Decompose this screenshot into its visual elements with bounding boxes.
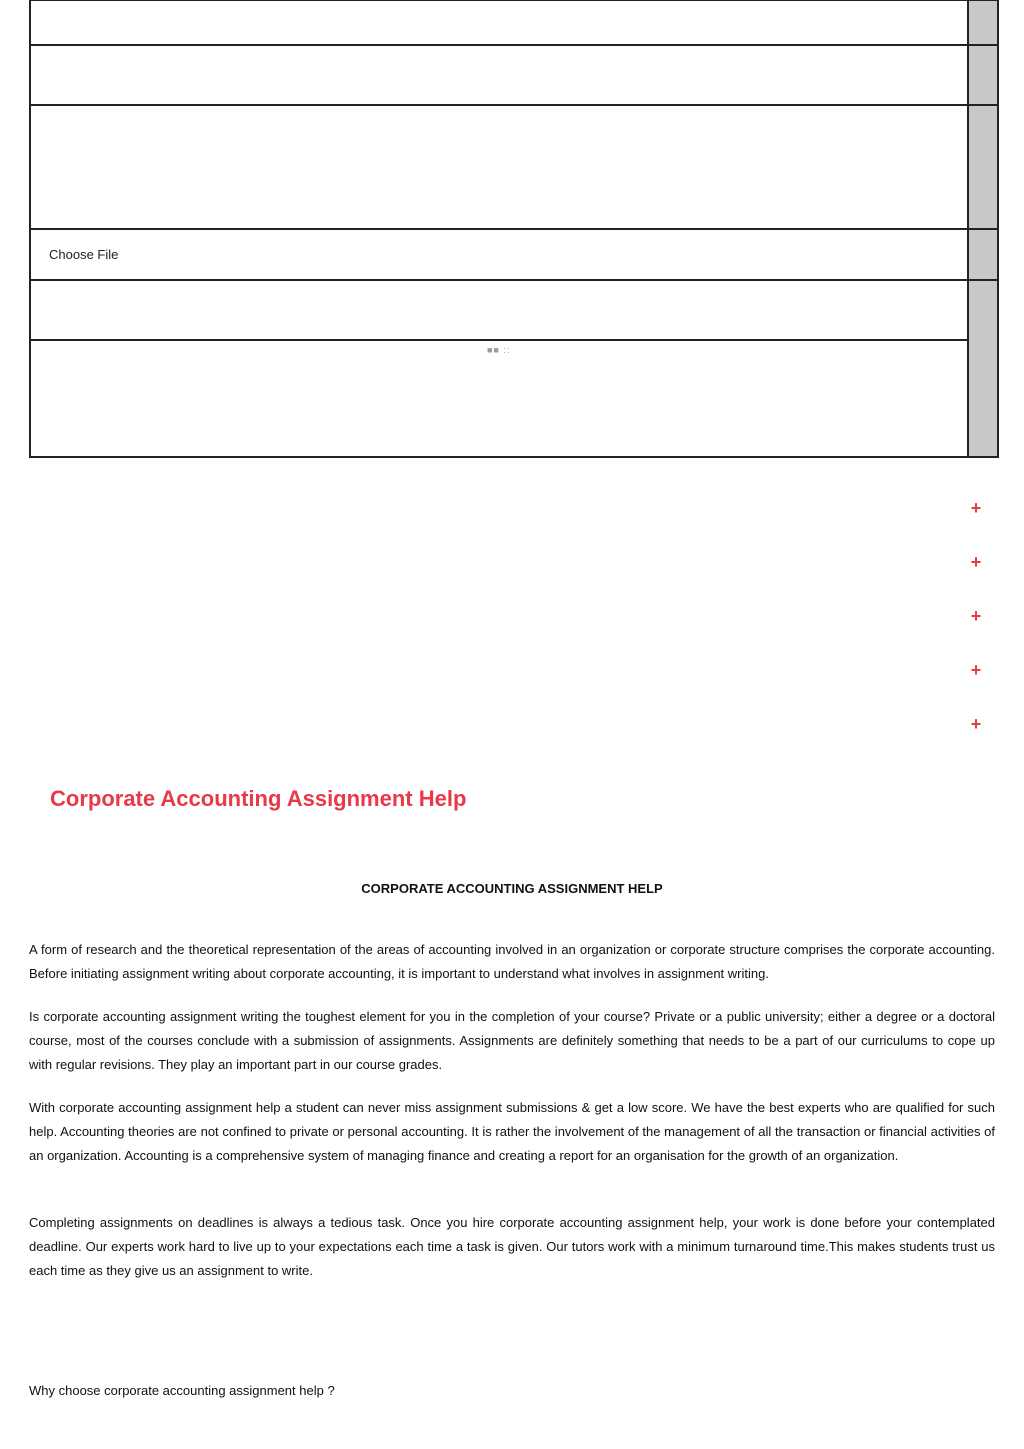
article-heading: CORPORATE ACCOUNTING ASSIGNMENT HELP xyxy=(361,881,663,896)
side-divider xyxy=(969,228,997,230)
side-divider xyxy=(969,104,997,106)
page-title: Corporate Accounting Assignment Help xyxy=(50,786,467,811)
expand-plus-icon[interactable]: + xyxy=(970,552,982,572)
article-paragraph: A form of research and the theoretical representation of the areas of accounting involved in an organization or corporate structure comprises the corporate accounting. Before initiating assignment writing about corporate accounting, it is important to understand what involves in assignment writing. xyxy=(29,942,995,981)
expand-plus-icon[interactable]: + xyxy=(970,498,982,518)
order-form-table xyxy=(29,0,999,458)
form-field-row[interactable] xyxy=(31,281,971,341)
article-paragraph: With corporate accounting assignment help a student can never miss assignment submissions & get a low score. We have the best experts who are qualified for such help. Accounting theories are not confined to private or personal accounting. It is rather the involvement of the management of all the transaction or financial activities of an organization. Accounting is a comprehensive system of managing finance and creating a report for an organisation for the growth of an organization. xyxy=(29,1100,995,1163)
file-upload-row xyxy=(31,230,971,281)
form-side-column xyxy=(967,1,997,456)
choose-file-button[interactable]: Choose File xyxy=(49,247,119,262)
expand-plus-icon[interactable]: + xyxy=(970,714,982,734)
article-paragraph: Completing assignments on deadlines is always a tedious task. Once you hire corporate accounting assignment help, your work is done before your contemplated deadline. Our experts work hard to live up to your expectations each time a task is given. Our tutors work with a minimum turnaround time.This makes students trust us each time as they give us an assignment to write. xyxy=(29,1215,995,1278)
side-divider xyxy=(969,279,997,281)
form-submit-row xyxy=(31,341,971,457)
expand-plus-icon[interactable]: + xyxy=(970,660,982,680)
form-field-row[interactable] xyxy=(31,1,971,46)
loading-icon: ■■ :: xyxy=(487,345,511,355)
side-divider xyxy=(969,44,997,46)
why-choose-heading: Why choose corporate accounting assignment help ? xyxy=(29,1383,335,1398)
expand-plus-icon[interactable]: + xyxy=(970,606,982,626)
article-paragraph: Is corporate accounting assignment writing the toughest element for you in the completion of your course? Private or a public university; either a degree or a doctoral course, most of the courses conclude with a submission of assignments. Assignments are definitely something that needs to be a part of our curriculums to cope up with regular revisions. They play an important part in our course grades. xyxy=(29,1009,995,1072)
form-textarea-row[interactable] xyxy=(31,106,971,230)
form-field-row[interactable] xyxy=(31,46,971,106)
